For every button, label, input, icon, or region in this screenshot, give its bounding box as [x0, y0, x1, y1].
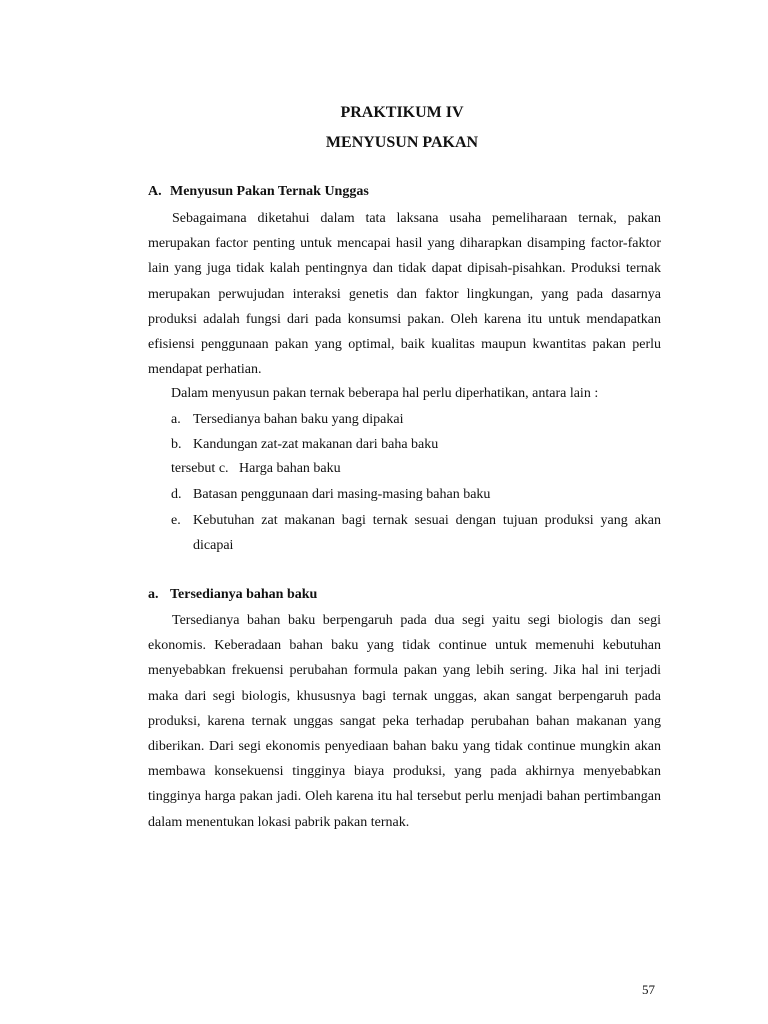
section-a-title: Menyusun Pakan Ternak Unggas	[170, 184, 369, 199]
list-item-text: Tersedianya bahan baku yang dipakai	[193, 412, 404, 427]
section-a-heading	[148, 184, 369, 200]
list-item-c: tersebut c. Harga bahan baku	[171, 461, 341, 476]
list-intro: Dalam menyusun pakan ternak beberapa hal perlu diperhatikan, antara lain :	[171, 386, 599, 401]
list-item-label: b.	[171, 437, 182, 452]
list-item-b	[171, 432, 661, 457]
list-item-a	[171, 407, 661, 432]
page-number: 57	[642, 982, 655, 997]
subsection-a-label: a.	[148, 587, 159, 602]
list-item-text: Batasan penggunaan dari masing-masing bahan baku	[193, 487, 491, 502]
section-a-label: A.	[148, 184, 162, 199]
list-item-e	[171, 508, 661, 558]
list-item-label: d.	[171, 487, 182, 502]
section-a-paragraph: Sebagaimana diketahui dalam tata laksana usaha pemeliharaan ternak, pakan merupakan factor penting untuk mencapai hasil yang diharapkan disamping factor-faktor lain yang juga tidak kalah pentingnya dan tidak dapat dipisah-pisahkan. Produksi ternak merupakan perwujudan interaksi genetis dan faktor lingkungan, yang pada dasarnya produksi adalah fungsi dari pada konsumsi pakan. Oleh karena itu untuk mendapatkan efisiensi penggunaan pakan yang optimal, baik kualitas maupun kwantitas pakan perlu mendapat perhatian.	[148, 211, 661, 378]
subsection-a-heading	[148, 587, 317, 603]
page-title: PRAKTIKUM IV	[340, 104, 464, 121]
list-item-label: a.	[171, 412, 181, 427]
subsection-a-title: Tersedianya bahan baku	[170, 587, 318, 602]
list-item-text: Kandungan zat-zat makanan dari baha baku	[193, 437, 439, 452]
list-item-label: e.	[171, 513, 181, 528]
list-item-text: Kebutuhan zat makanan bagi ternak sesuai dengan tujuan produksi yang akan dicapai	[193, 513, 661, 554]
subsection-a-paragraph: Tersedianya bahan baku berpengaruh pada dua segi yaitu segi biologis dan segi ekonomis. Keberadaan bahan baku yang tidak continue untuk memenuhi kebutuhan menyebabkan frekuensi perubahan formula pakan yang lebih sering. Jika hal ini terjadi maka dari segi biologis, khususnya bagi ternak unggas, akan sangat berpengaruh pada produksi, karena ternak unggas sangat peka terhadap perubahan bahan makanan yang diberikan. Dari segi ekonomis penyediaan bahan baku yang tidak continue mungkin akan membawa konsekuensi tingginya biaya produksi, yang pada akhirnya menyebabkan tingginya harga pakan jadi. Oleh karena itu hal tersebut perlu menjadi bahan pertimbangan dalam menentukan lokasi pabrik pakan ternak.	[148, 613, 661, 830]
list-item-d	[171, 482, 661, 507]
page-subtitle: MENYUSUN PAKAN	[325, 134, 479, 151]
